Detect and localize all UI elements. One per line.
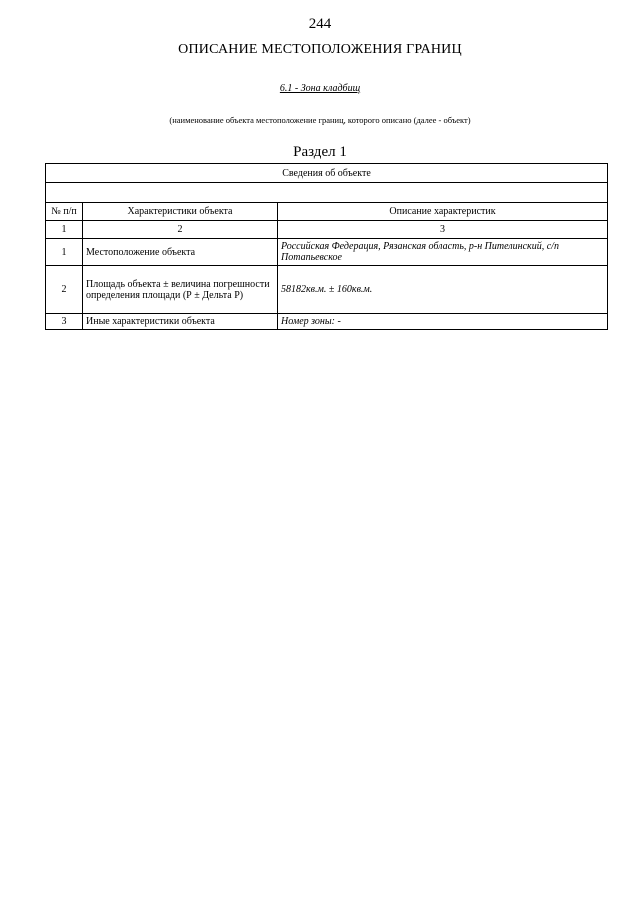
table-empty-row — [46, 183, 608, 203]
page-number: 244 — [308, 16, 332, 32]
table-header: Сведения об объекте — [46, 164, 608, 183]
row-description: Российская Федерация, Рязанская область, р-н Пителинский, с/п Потапьевское — [278, 239, 608, 266]
column-header-num: № п/п — [46, 203, 83, 221]
column-header-characteristic: Характеристики объекта — [83, 203, 278, 221]
column-number-row — [46, 221, 608, 239]
row-number: 2 — [46, 266, 83, 314]
column-number: 3 — [278, 221, 608, 239]
document-title: ОПИСАНИЕ МЕСТОПОЛОЖЕНИЯ ГРАНИЦ — [178, 42, 462, 57]
table-row — [46, 314, 608, 330]
object-info-table — [45, 163, 608, 330]
row-number: 1 — [46, 239, 83, 266]
column-header-description: Описание характеристик — [278, 203, 608, 221]
column-header-row — [46, 203, 608, 221]
object-name: 6.1 - Зона кладбищ — [279, 83, 361, 94]
column-number: 2 — [83, 221, 278, 239]
row-characteristic: Площадь объекта ± величина погрешности определения площади (Р ± Дельта Р) — [83, 266, 278, 314]
row-characteristic: Местоположение объекта — [83, 239, 278, 266]
table-row — [46, 266, 608, 314]
row-characteristic: Иные характеристики объекта — [83, 314, 278, 330]
object-caption: (наименование объекта местоположение границ, которого описано (далее - объект) — [169, 115, 471, 125]
row-number: 3 — [46, 314, 83, 330]
table-row — [46, 239, 608, 266]
column-number: 1 — [46, 221, 83, 239]
section-title: Раздел 1 — [293, 144, 347, 160]
row-description: 58182кв.м. ± 160кв.м. — [278, 266, 608, 314]
row-description: Номер зоны: - — [278, 314, 608, 330]
